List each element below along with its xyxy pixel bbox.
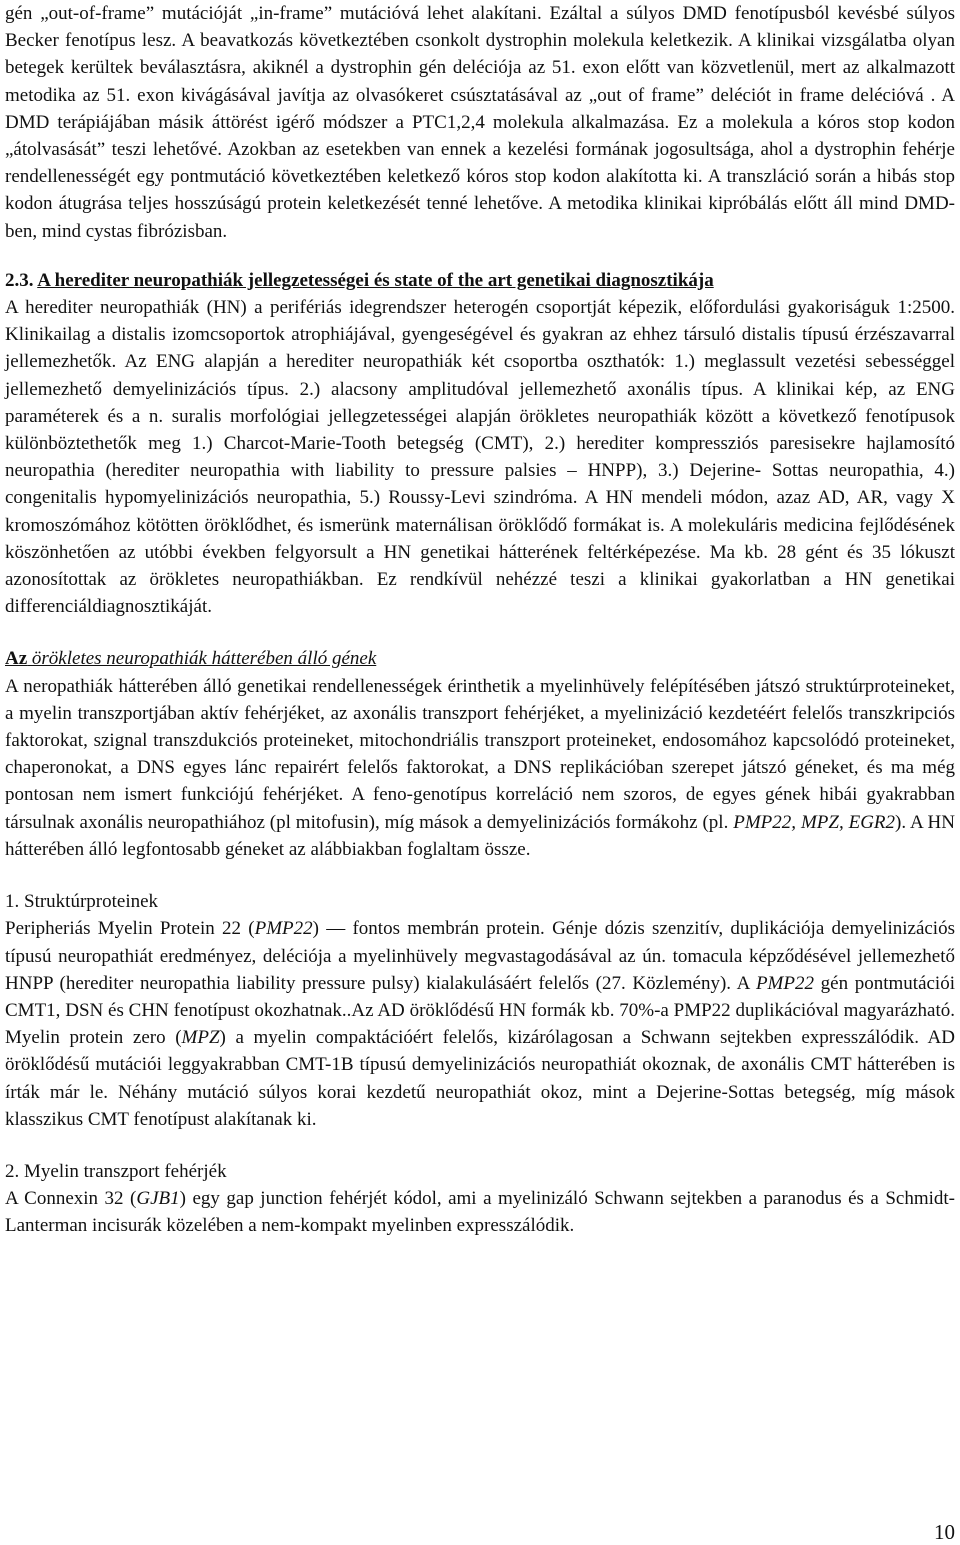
genes-heading-az: Az (5, 648, 28, 670)
paragraph-text: gén pontmutációi CMT1, DSN és CHN fenotípust okozhatnak..Az AD öröklődésű HN formák kb. 70%-a PMP22 duplikációval magyarázható. Myelin protein zero ( (5, 972, 955, 1049)
section-title: A herediter neuropathiák jellegzetességei és state of the art genetikai diagnosztikája (37, 269, 714, 291)
paragraph-text: ) a myelin compaktációért felelős, kizárólagosan a Schwann sejtekben expresszálódik. AD öröklődésű mutációi leggyakrabban CMT-1B típusú demyelinizációs neuropathiát okoznak, de axonális CMT hátterében is írták már le. Néhány mutáció súlyos korai kezdetű neuropathiát okoz, mint a Dejerine-Sottas betegség, míg mások klasszikus CMT fenotípust alakítanak ki. (5, 1027, 955, 1130)
gene-name-italic: MPZ (181, 1027, 220, 1049)
section-number: 2.3. (5, 269, 34, 291)
genes-heading-rest: örökletes neuropathiák hátterében álló gének (27, 648, 377, 670)
list-item-myelin-transport: 2. Myelin transzport fehérjék (5, 1160, 227, 1182)
gene-names-italic: PMP22, MPZ, EGR2 (733, 811, 896, 833)
page-number: 10 (934, 1520, 955, 1544)
paragraph-text: A neropathiák hátterében álló genetikai rendellenességek érinthetik a myelinhüvely felépítésében játszó struktúrproteineket, a myelin transzportjában aktív fehérjéket, az axonális transzport fehérjéket, a myelinizáció kezdetéért felelős transzkripciós faktorokat, szignal transzdukciós proteineket, mitochondriális transzport proteineket, endosomához kapcsolódó proteineket, chaperonokat, a DNS egyes lánc repairért felelős faktorokat, a DNS replikációban szerepet játszó géneket, és ma még pontosan nem ismert funkciójú fehérjéket. A feno-genotípus korreláció nem szoros, de egyes gének hibái gyakrabban társulnak axonális neuropathiához (pl mitofusin), míg mások a demyelinizációs formákohz (pl. (5, 675, 955, 833)
gene-name-italic: GJB1 (136, 1188, 180, 1210)
paragraph-genetic-background (5, 673, 955, 863)
paragraph-text: ) egy gap junction fehérjét kódol, ami a myelinizáló Schwann sejtekben a paranodus és a Schmidt-Lanterman incisurák közelében a nem-kompakt myelinben expresszálódik. (5, 1188, 955, 1237)
genes-heading (5, 645, 955, 672)
paragraph-text: Peripheriás Myelin Protein 22 ( (5, 918, 255, 940)
list-item-structural-proteins: 1. Struktúrproteinek (5, 891, 159, 913)
paragraph-connexin32 (5, 1185, 955, 1239)
paragraph-hereditary-neuropathies: A herediter neuropathiák (HN) a perifériás idegrendszer heterogén csoportját képezik, előfordulási gyakoriságuk 1:2500. Klinikailag a distalis izomcsoportok atrophiájával, gyengeségével és gyakran az ehhez társuló distalis típusú érzészavarral jellemezhetők. Az ENG alapján a herediter neuropathiák két csoportba oszthatók: 1.) meglassult vezetési sebességgel jellemezhető demyelinizációs típus. 2.) alacsony amplitudóval jellemezhető axonális típus. A klinikai kép, az ENG paraméterek és a n. suralis morfológiai jellegzetességei alapján örökletes neuropathiák között a következő fenotípusok különböztethetők meg 1.) Charcot-Marie-Tooth betegség (CMT), 2.) herediter kompressziós paresisekre hajlamosító neuropathia (herediter neuropathia with liability to pressure palsies – HNPP), 3.) Dejerine- Sottas neuropathia, 4.) congenitalis hypomyelinizációs neuropathia, 5.) Roussy-Levi szindróma. A HN mendeli módon, azaz AD, AR, vagy X kromoszómához kötötten öröklődhet, és ismerünk maternálisan öröklődő formákat is. A molekuláris medicina fejlődésének köszönhetően az utóbbi években felgyorsult a HN genetikai hátterének feltérképezése. Ma kb. 28 gént és 35 lókuszt azonosítottak az örökletes neuropathiákban. Ez rendkívül nehézzé teszi a klinikai gyakorlatban a HN genetikai differenciáldiagnosztikáját. (5, 297, 955, 618)
paragraph-text: A Connexin 32 ( (5, 1188, 137, 1210)
gene-name-italic: PMP22 (254, 918, 313, 940)
document-page (5, 0, 955, 1240)
paragraph-text: ) — fontos membrán protein. Génje dózis szenzitív, duplikációja demyelinizációs típusú neuropathiát eredményez, deléciója a myelinhüvely megvastagodásával az ún. tomacula képződésével jellemezhető HNPP (herediter neuropathia liability pressure pulsy) kialakulásáért felelős (27. Közlemény). A (5, 918, 955, 994)
paragraph-pmp22-mpz (5, 915, 955, 1133)
section-heading (5, 267, 955, 294)
paragraph-text: ). A HN hátterében álló legfontosabb géneket az alábbiakban foglaltam össze. (5, 811, 955, 860)
paragraph-dmd-therapy: gén „out-of-frame” mutációját „in-frame” mutációvá lehet alakítani. Ezáltal a súlyos DMD fenotípusból kevésbé súlyos Becker fenotípus lesz. A beavatkozás következtében csonkolt dystrophin molekula keletkezik. A klinikai vizsgálatba olyan betegek kerültek beválasztásra, akiknél a dystrophin gén deléciója az 51. exon előtt van közvetlenül, mert az alkalmazott metodika az 51. exon kivágásával javítja az olvasókeret csúsztatásával az „out of frame” deléciót in frame delécióvá . A DMD terápiájában másik áttörést igérő módszer a PTC1,2,4 molekula alkalmazása. Ez a molekula a kóros stop kodon „átolvasását” teszi lehetővé. Azokban az esetekben van ennek a kezelési formának jogosultsága, ahol a dystrophin fehérje rendellenességét egy pontmutáció következtében keletkező kóros stop kodon alakította ki. A transzláció során a hibás stop kodon átugrása teljes hosszúságú protein keletkezését tenné lehetőve. A metodika klinikai kipróbálás előtt áll mind DMD-ben, mind cystas fibrózisban. (5, 3, 955, 242)
gene-name-italic: PMP22 (755, 972, 814, 994)
